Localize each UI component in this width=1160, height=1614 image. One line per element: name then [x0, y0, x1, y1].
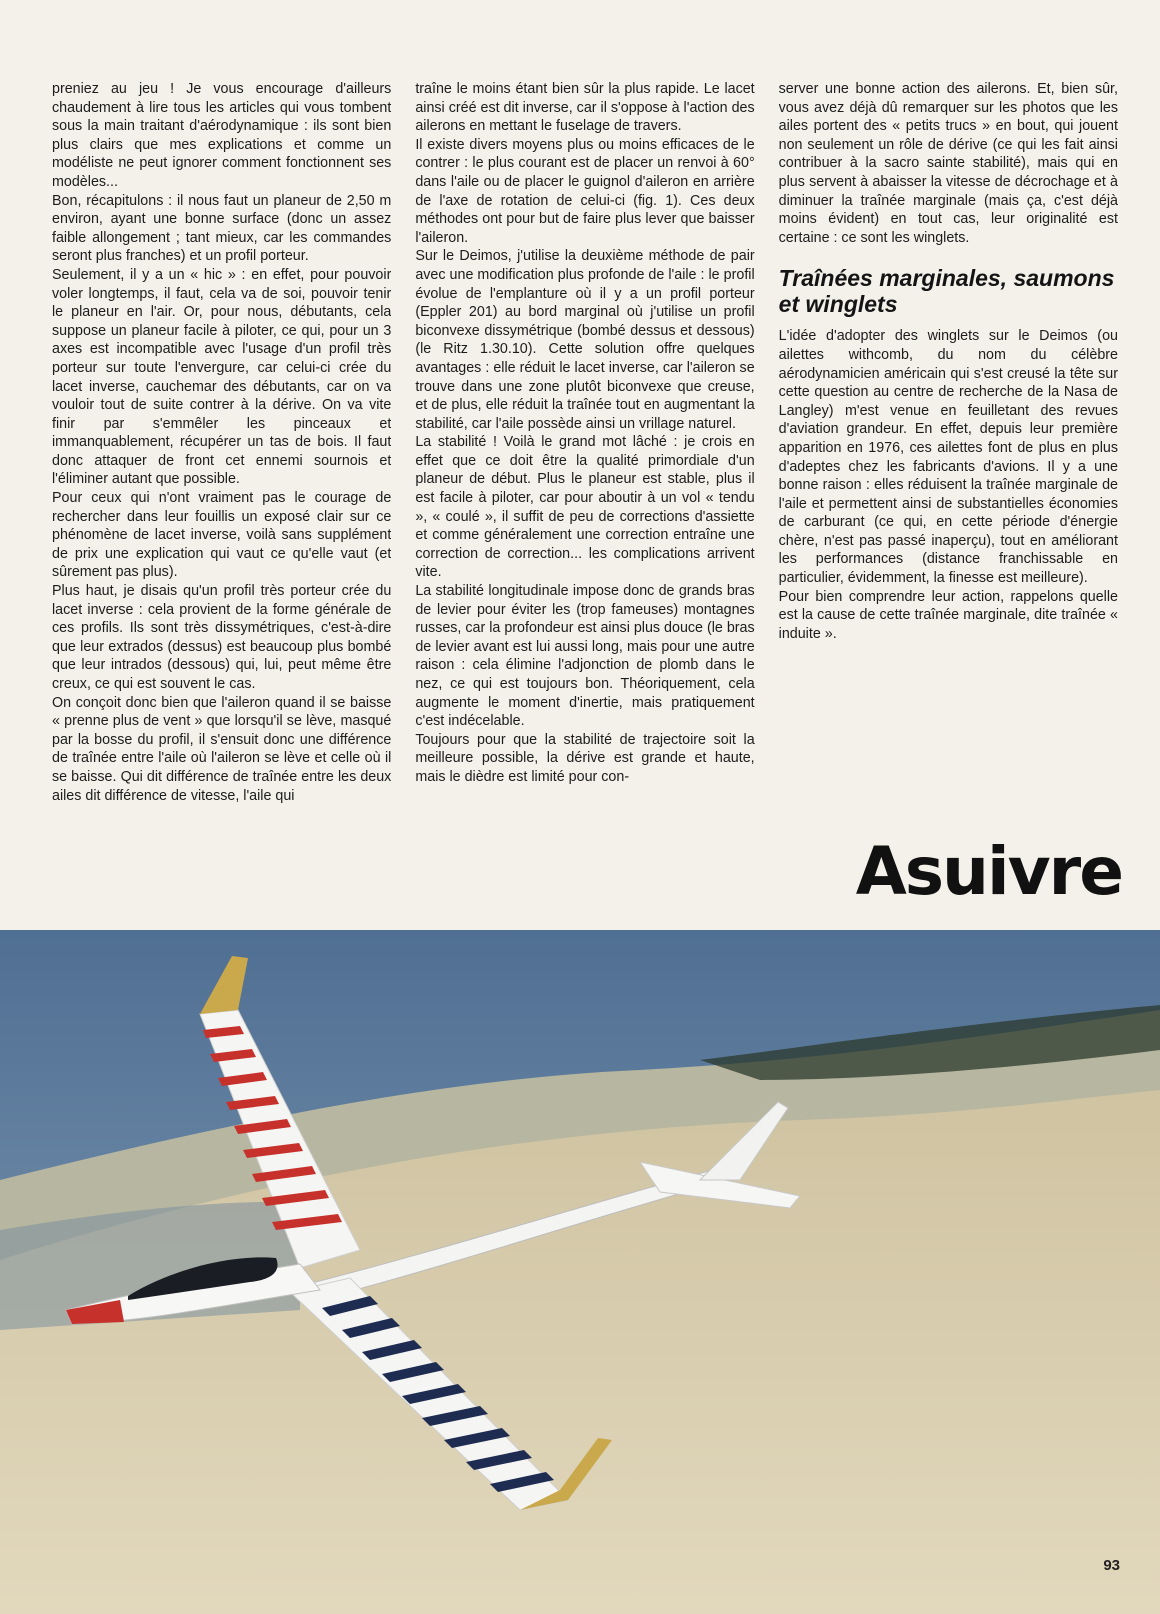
article-column-2: [415, 80, 754, 920]
paragraph: traîne le moins étant bien sûr la plus rapide. Le lacet ainsi créé est dit inverse, car il s'oppose à l'action des ailerons en mettant le fuselage de travers.: [415, 81, 755, 135]
paragraph: L'idée d'adopter des winglets sur le Deimos (ou ailettes withcomb, du nom du célèbre aérodynamicien américain qui s'est creusé la tête sur cette question au centre de recherche de la Nasa de Langley) m'est venue en feuilletant des revues d'aviation grandeur. En effet, depuis leur première apparition en 1976, ces ailettes font de plus en plus d'adeptes chez les fabricants d'avions. Il y a une bonne raison : elles réduisent la traînée marginale de l'aile et permettent ainsi de substantielles économies de carburant (ce qui, en cette période d'énergie chère, n'est pas passé inaperçu), tout en améliorant les performances (distance franchissable en particulier, évidemment, la finesse est meilleure).: [778, 328, 1118, 587]
article-column-3: [779, 80, 1118, 920]
paragraph: Pour ceux qui n'ont vraiment pas le courage de rechercher dans leur fouillis un exposé clair sur ce phénomène de lacet inverse, voilà sans supplément de prix une explication qui vaut ce qu'elle vaut (et sûrement pas plus).: [52, 490, 392, 581]
glider-photo-icon: [0, 930, 1160, 1614]
paragraph: On conçoit donc bien que l'aileron quand il se baisse « prenne plus de vent » que lorsqu'il se lève, masqué par la bosse du profil, il s'ensuit donc une différence de traînée entre l'aile où l'aileron se lève et celle où il se baisse. Qui dit différence de traînée entre les deux ailes dit différence de vitesse, l'aile qui: [52, 694, 392, 804]
article-column-1: [52, 80, 391, 920]
glider-photo: [0, 930, 1160, 1614]
paragraph: Plus haut, je disais qu'un profil très porteur crée du lacet inverse : cela provient de la forme générale de ces profils. Ils sont très dissymétriques, c'est-à-dire que leur extrados (dessus) est beaucoup plus bombé que leur intrados (dessous) qui, lui, peut même être creux, ce qui est souvent le cas.: [52, 583, 392, 692]
paragraph: Il existe divers moyens plus ou moins efficaces de le contrer : le plus courant est de placer un renvoi à 60° dans l'aile ou de placer le guignol d'aileron en arrière de l'axe de rotation de celui-ci (fig. 1). Ces deux méthodes ont pour but de faire plus lever que baisser l'aileron.: [415, 136, 755, 246]
article-columns: [52, 80, 1118, 920]
paragraph: Bon, récapitulons : il nous faut un planeur de 2,50 m environ, ayant une bonne surface (donc un assez faible allongement ; tant mieux, car les commandes seront plus franches) et un profil porteur.: [52, 192, 392, 265]
paragraph: Seulement, il y a un « hic » : en effet, pour pouvoir voler longtemps, il faut, cela va de soi, pouvoir tenir le planeur en l'air. Or, pour nous, débutants, cela suppose un planeur facile à piloter, ce qui, pour un 3 axes est incompatible avec l'usage d'un profil très porteur sur toute l'envergure, car celui-ci crée du lacet inverse, cauchemar des débutants, car on va vouloir tout de suite contrer à la dérive. On va vite finir par s'emmêler les pinceaux et immanquablement, récupérer un tas de bois. Il faut donc attaquer de front cet ennemi sournois et l'éliminer autant que possible.: [52, 266, 392, 488]
to-be-continued: Asuivre: [855, 833, 1122, 910]
section-heading: Traînées marginales, saumons et winglets: [778, 265, 1115, 318]
paragraph: preniez au jeu ! Je vous encourage d'ailleurs chaudement à lire tous les articles qui vous tombent sous la main traitant d'aérodynamique : ils sont bien plus clairs que mes explications et comme un modéliste ne peut ignorer comment fonctionnent ses modèles...: [52, 81, 392, 190]
paragraph: server une bonne action des ailerons. Et, bien sûr, vous avez déjà dû remarquer sur les photos que les ailes portent des « petits trucs » en bout, qui jouent non seulement un rôle de dérive (ce qui les fait ainsi contribuer à la sacro sainte stabilité), mais qui en plus servent à abaisser la vitesse de décrochage et à diminuer la traînée marginale (mais ça, c'est déjà moins évident) en tout cas, leur originalité est certaine : ce sont les winglets.: [778, 81, 1118, 246]
paragraph: Toujours pour que la stabilité de trajectoire soit la meilleure possible, la dérive est grande et haute, mais le dièdre est limité pour con-: [415, 731, 755, 785]
paragraph: Sur le Deimos, j'utilise la deuxième méthode de pair avec une modification plus profonde de l'aile : le profil évolue de l'emplanture où il y a un profil porteur (Eppler 201) au bord marginal où j'utilise un profil biconvexe dissymétrique (bombé dessus et dessous) (le Ritz 1.30.10). Cette solution offre quelques avantages : elle réduit le lacet inverse, car l'aileron se trouve dans une zone plutôt biconvexe que creuse, et de plus, elle réduit la traînée tout en augmentant la stabilité, car l'aile possède ainsi un vrillage naturel.: [415, 248, 755, 432]
paragraph: Pour bien comprendre leur action, rappelons quelle est la cause de cette traînée marginale, dite traînée « induite ».: [778, 588, 1118, 642]
paragraph: La stabilité ! Voilà le grand mot lâché : je crois en effet que ce doit être la qualité primordiale d'un planeur de début. Plus le planeur est stable, plus il est facile à piloter, car pour aboutir à un vol « tendu », « coulé », il suffit de peu de corrections d'assiette et comme généralement une correction entraîne une correction de correction... les complications arrivent vite.: [415, 434, 755, 581]
paragraph: La stabilité longitudinale impose donc de grands bras de levier pour éviter les (trop fameuses) montagnes russes, car la profondeur est ainsi plus douce (le bras de levier avant est lui aussi long, mais pour une autre raison : cela élimine l'adjonction de plomb dans le nez, ce qui est toujours bon. Théoriquement, cela augmente le moment d'inertie, mais pratiquement c'est indécelable.: [415, 583, 755, 730]
page-number: 93: [1103, 1557, 1120, 1574]
